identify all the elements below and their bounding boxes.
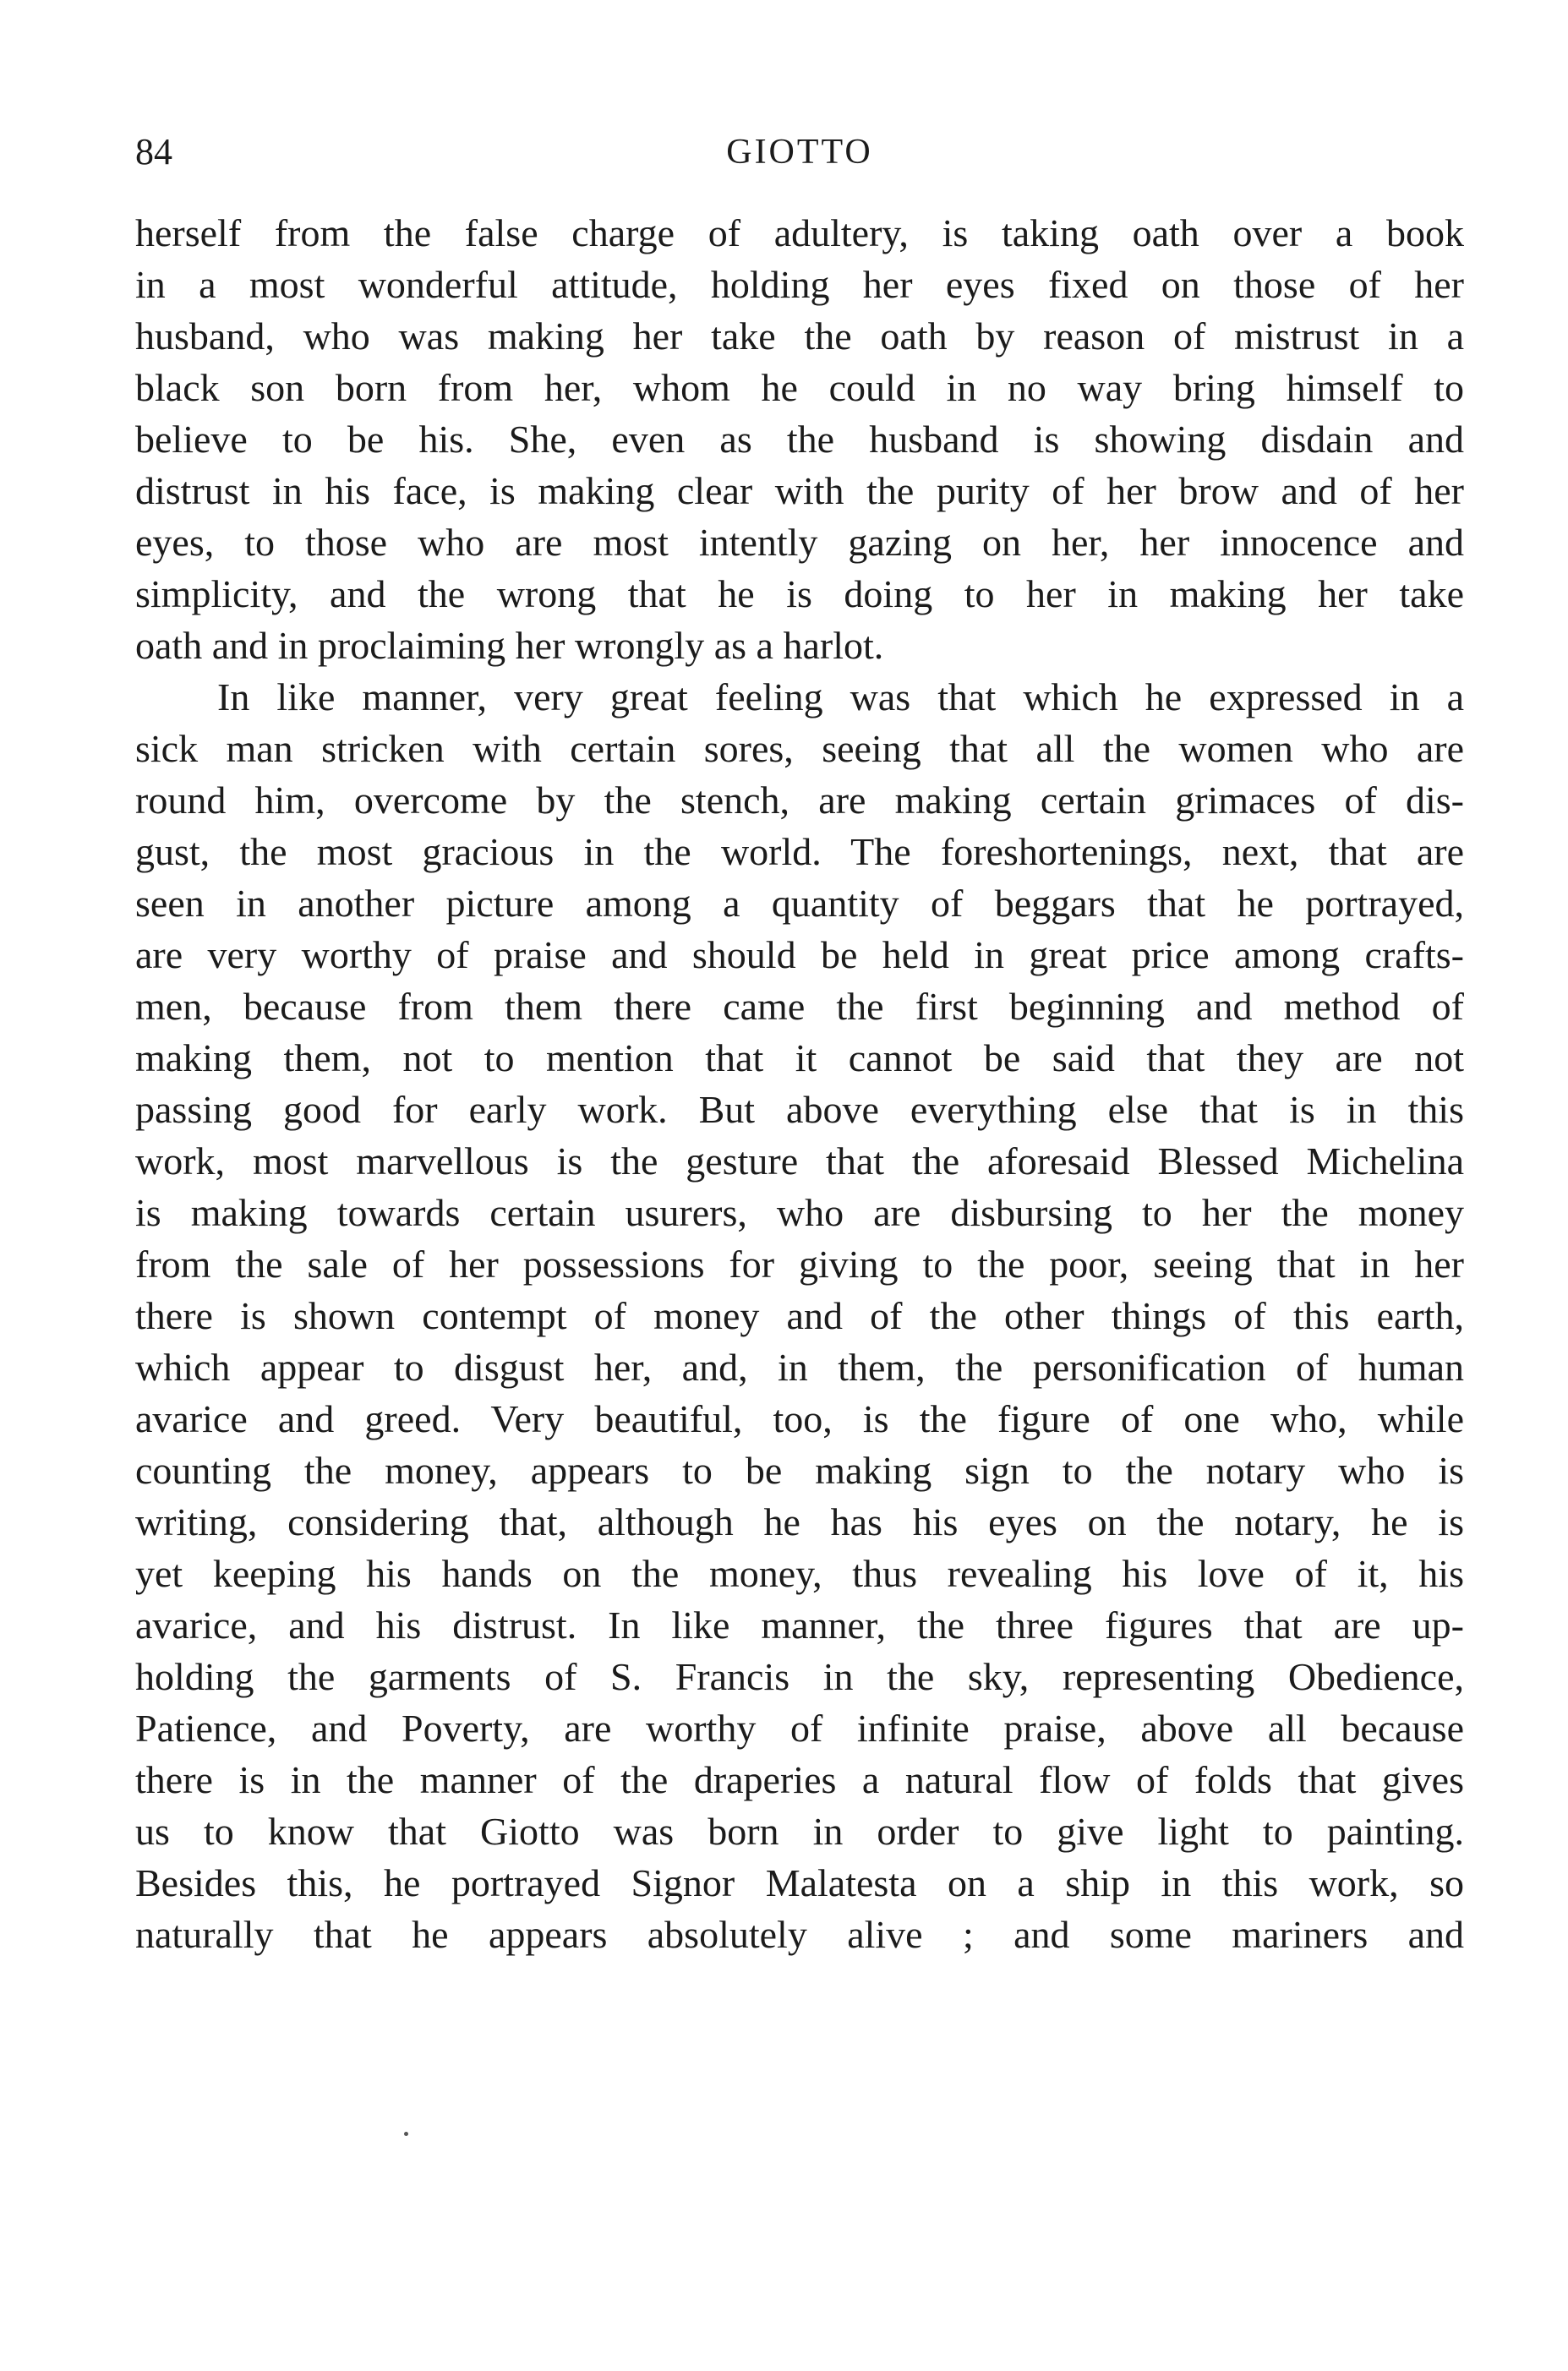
running-title: GIOTTO [726, 133, 873, 172]
running-head [135, 125, 1464, 179]
text-line: us to know that Giotto was born in order to give light to painting. [135, 1810, 1464, 1853]
text-line: writing, considering that, although he has his eyes on the notary, he is [135, 1500, 1464, 1543]
body-text [135, 207, 1464, 1960]
text-line: there is in the manner of the draperies a natural flow of folds that gives [135, 1758, 1464, 1801]
ink-speck [404, 2132, 408, 2136]
text-line: avarice and greed. Very beautiful, too, is the figure of one who, while [135, 1397, 1464, 1440]
text-line: believe to be his. She, even as the husband is showing disdain and [135, 418, 1464, 461]
text-line: distrust in his face, is making clear with the purity of her brow and of her [135, 469, 1464, 512]
paragraph [135, 671, 1464, 1960]
text-line: in a most wonderful attitude, holding her eyes fixed on those of her [135, 263, 1464, 306]
text-line: simplicity, and the wrong that he is doing to her in making her take [135, 572, 1464, 615]
text-line: seen in another picture among a quantity of beggars that he portrayed, [135, 882, 1464, 925]
text-line: naturally that he appears absolutely alive ; and some mariners and [135, 1913, 1464, 1956]
text-line: round him, overcome by the stench, are making certain grimaces of dis- [135, 778, 1464, 822]
text-line: which appear to disgust her, and, in them, the personification of human [135, 1346, 1464, 1389]
text-line: counting the money, appears to be making sign to the notary who is [135, 1449, 1464, 1492]
page-number: 84 [135, 131, 172, 172]
text-line: holding the garments of S. Francis in the sky, representing Obedience, [135, 1655, 1464, 1698]
text-line: black son born from her, whom he could in no way bring himself to [135, 366, 1464, 409]
text-line: sick man stricken with certain sores, seeing that all the women who are [135, 727, 1464, 770]
text-line: passing good for early work. But above everything else that is in this [135, 1088, 1464, 1131]
text-line: oath and in proclaiming her wrongly as a harlot. [135, 624, 884, 667]
text-line: husband, who was making her take the oath by reason of mistrust in a [135, 314, 1464, 358]
text-line: there is shown contempt of money and of the other things of this earth, [135, 1294, 1464, 1337]
text-line: Besides this, he portrayed Signor Malatesta on a ship in this work, so [135, 1861, 1464, 1904]
text-line: men, because from them there came the first beginning and method of [135, 985, 1464, 1028]
text-line: is making towards certain usurers, who are disbursing to her the money [135, 1191, 1464, 1234]
text-line: making them, not to mention that it cannot be said that they are not [135, 1036, 1464, 1079]
text-line: gust, the most gracious in the world. The foreshortenings, next, that are [135, 830, 1464, 873]
text-line: work, most marvellous is the gesture that the aforesaid Blessed Michelina [135, 1139, 1464, 1183]
text-line: Patience, and Poverty, are worthy of infinite praise, above all because [135, 1707, 1464, 1750]
text-line: are very worthy of praise and should be held in great price among crafts- [135, 933, 1464, 976]
paragraph [135, 207, 1464, 671]
text-line: avarice, and his distrust. In like manner, the three figures that are up- [135, 1603, 1464, 1647]
text-line: yet keeping his hands on the money, thus revealing his love of it, his [135, 1552, 1464, 1595]
text-line: In like manner, very great feeling was that which he expressed in a [217, 675, 1464, 718]
text-line: eyes, to those who are most intently gazing on her, her innocence and [135, 521, 1464, 564]
text-line: herself from the false charge of adultery, is taking oath over a book [135, 211, 1464, 254]
text-line: from the sale of her possessions for giving to the poor, seeing that in her [135, 1243, 1464, 1286]
